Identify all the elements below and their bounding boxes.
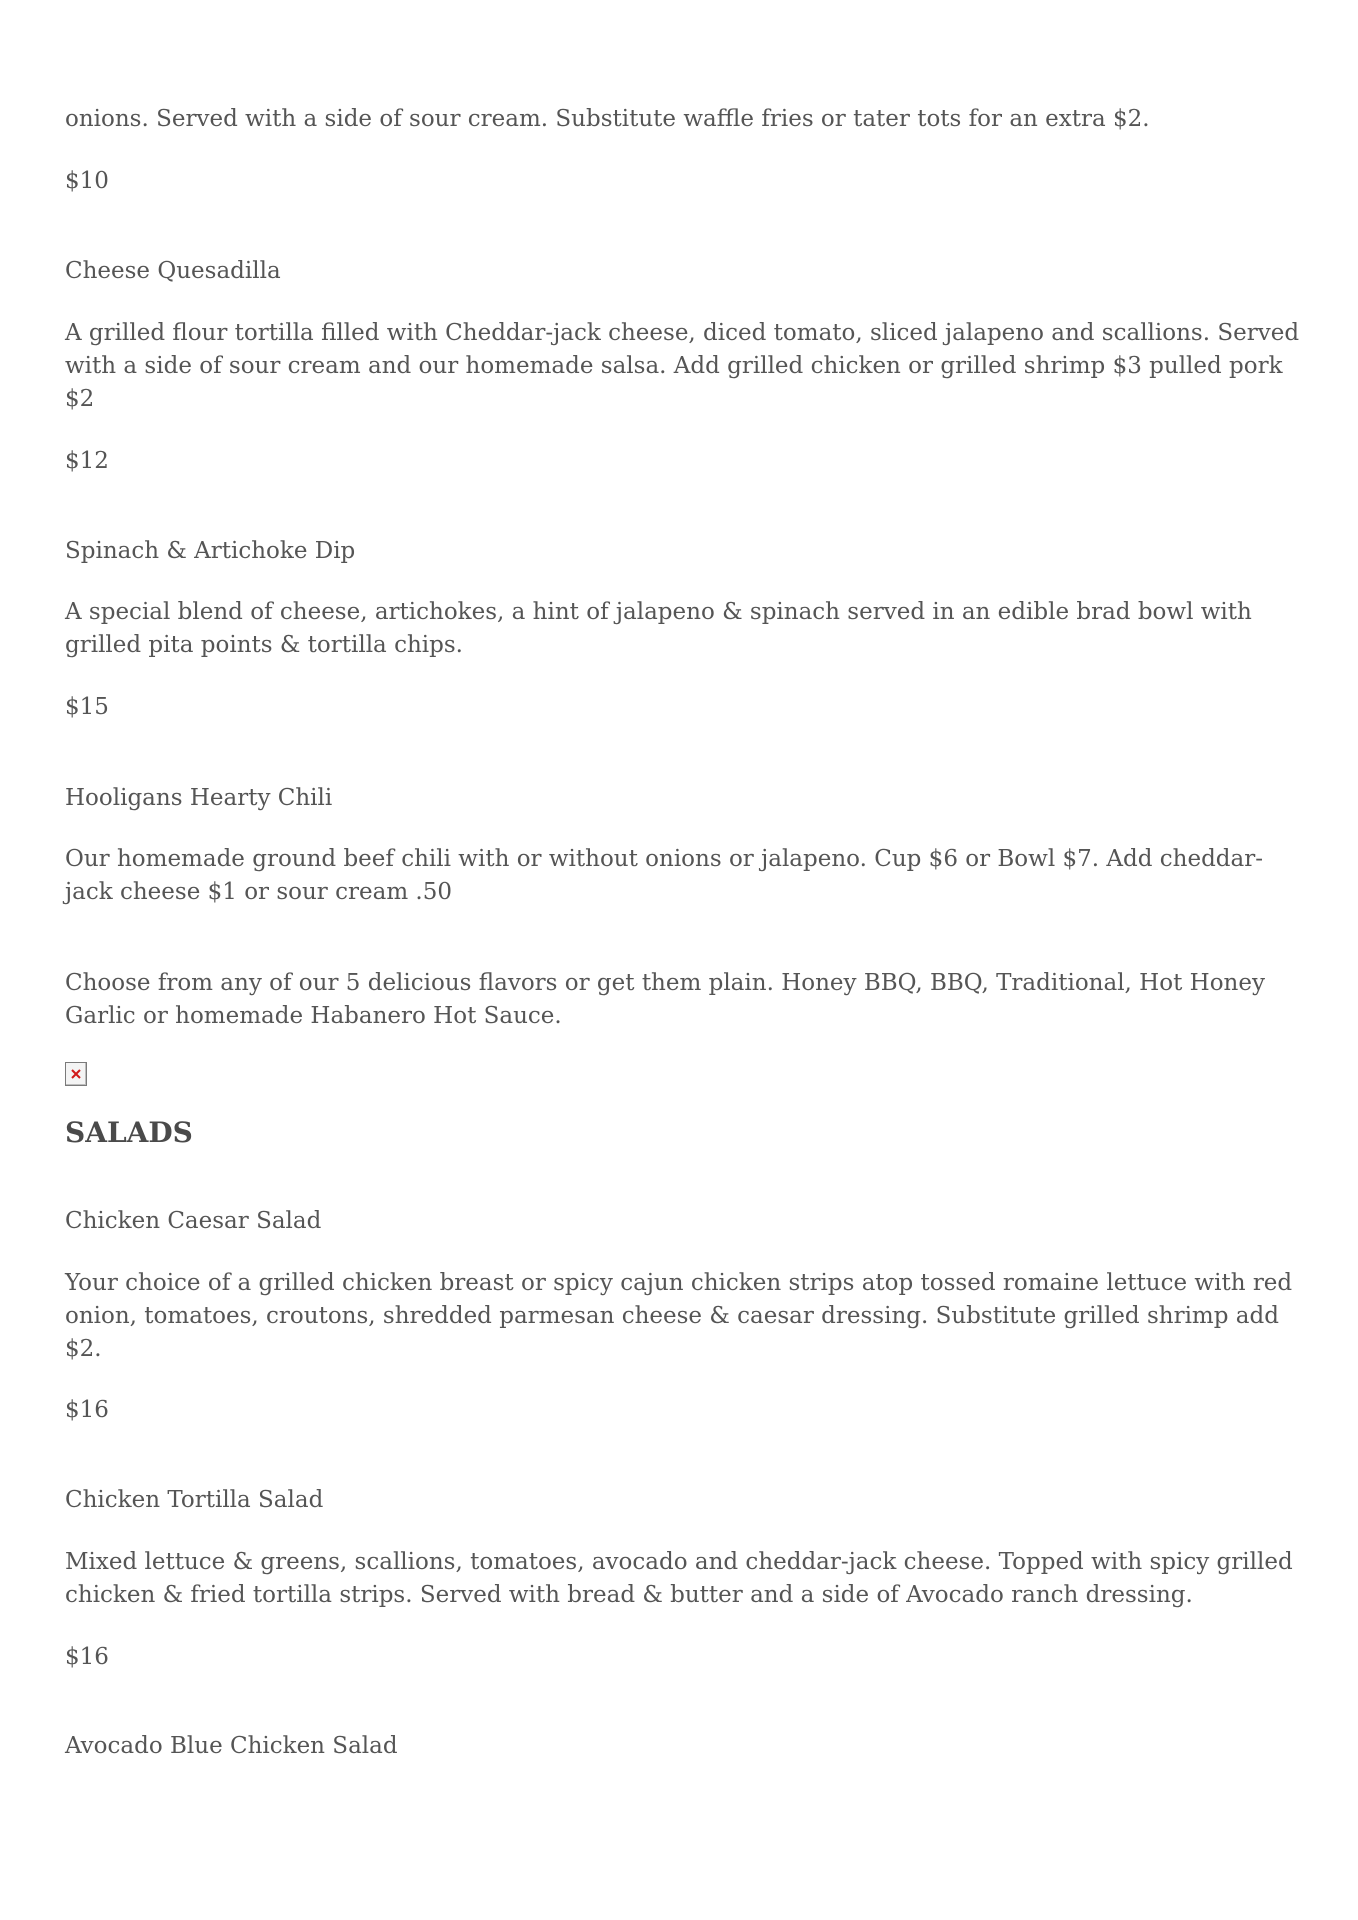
item-description: Our homemade ground beef chili with or without onions or jalapeno. Cup $6 or Bowl $7. Add cheddar-jack cheese $1 or sour cream .50 xyxy=(65,846,1263,905)
broken-image-icon xyxy=(65,1062,87,1086)
item-price: $15 xyxy=(65,694,109,720)
item-name: Chicken Tortilla Salad xyxy=(65,1487,324,1513)
item-name: Hooligans Hearty Chili xyxy=(65,785,333,811)
item-price: $16 xyxy=(65,1644,109,1670)
item-name: Spinach & Artichoke Dip xyxy=(65,538,356,564)
item-description: A grilled flour tortilla filled with Cheddar-jack cheese, diced tomato, sliced jalapeno and scallions. Served with a side of sour cream and our homemade salsa. Add grilled chicken or grilled shrimp $3 pulled pork $2 xyxy=(65,320,1300,412)
item-name: Chicken Caesar Salad xyxy=(65,1208,322,1234)
item-price: $10 xyxy=(65,168,109,194)
item-name: Avocado Blue Chicken Salad xyxy=(65,1733,398,1759)
item-description: A special blend of cheese, artichokes, a hint of jalapeno & spinach served in an edible brad bowl with grilled pita points & tortilla chips. xyxy=(65,599,1252,658)
wings-description: Choose from any of our 5 delicious flavors or get them plain. Honey BBQ, BBQ, Traditional, Hot Honey Garlic or homemade Habanero Hot Sauce. xyxy=(65,970,1265,1029)
item-description: Your choice of a grilled chicken breast or spicy cajun chicken strips atop tossed romaine lettuce with red onion, tomatoes, croutons, shredded parmesan cheese & caesar dressing. Substitute grilled shrimp add $2. xyxy=(65,1270,1293,1362)
item-name: Cheese Quesadilla xyxy=(65,258,281,284)
section-heading-salads: SALADS xyxy=(65,1116,193,1149)
item-description: onions. Served with a side of sour cream. Substitute waffle fries or tater tots for an extra $2. xyxy=(65,106,1150,132)
item-price: $12 xyxy=(65,448,109,474)
item-description: Mixed lettuce & greens, scallions, tomatoes, avocado and cheddar-jack cheese. Topped with spicy grilled chicken & fried tortilla strips. Served with bread & butter and a side of Avocado ranch dressing. xyxy=(65,1549,1293,1608)
item-price: $16 xyxy=(65,1397,109,1423)
